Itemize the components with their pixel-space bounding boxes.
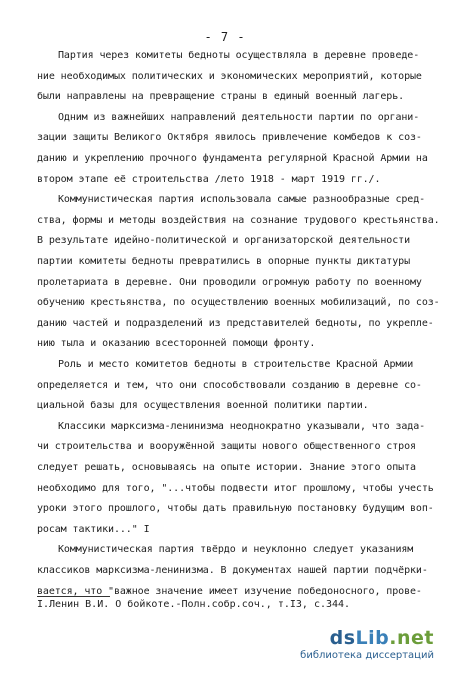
text-line: необходимо для того, "...чтобы подвести итог прошлому, чтобы учесть [37, 482, 434, 494]
text-line: следует решать, основываясь на опыте истории. Знание этого опыта [37, 462, 416, 473]
text-line: ства, формы и методы воздействия на сознание трудового крестьянства. [37, 214, 440, 226]
footnote: I.Ленин В.И. О бойкоте.-Полн.собр.соч., т.I3, с.344. [37, 599, 351, 610]
text-line: ние необходимых политических и экономических мероприятий, которые [37, 70, 422, 82]
text-line: Партия через комитеты бедноты осуществляла в деревне проведе- [58, 50, 420, 61]
text-line: данию и укреплению прочного фундамента регулярной Красной Армии на [37, 153, 428, 164]
text-line: Классики марксизма-ленинизма неоднократно указывали, что зада- [58, 420, 426, 432]
text-line: данию частей и подразделений из представителей бедноты, по укрепле- [37, 317, 434, 329]
text-line: Одним из важнейших направлений деятельности партии по органи- [58, 111, 420, 123]
text-line: пролетариата в деревне. Они проводили огромную работу по военному [37, 276, 422, 288]
text-line: партии комитеты бедноты превратились в опорные пункты диктатуры [37, 256, 410, 267]
text-line: зации защиты Великого Октября явилось привлечение комбедов к соз- [37, 132, 422, 144]
text-line: циальной базы для осуществления военной политики партии. [37, 400, 369, 412]
text-line: определяется и тем, что они способствовали созданию в деревне со- [37, 379, 422, 391]
page-number: - 7 - [204, 30, 246, 44]
text-line: втором этапе её строительства /лето 1918 - март 1919 гг./. [37, 173, 381, 185]
watermark[interactable] [300, 627, 434, 661]
text-line: вается, что "важное значение имеет изучение победоносного, прове- [37, 585, 422, 597]
watermark-logo [300, 627, 434, 649]
watermark-logo-ds: ds [329, 627, 356, 649]
text-line: нию тыла и оказанию всесторонней помощи фронту. [37, 338, 316, 350]
text-line: чи строительства и вооружённой защиты нового общественного строя [37, 441, 416, 453]
text-line: были направлены на превращение страны в единый военный лагерь. [37, 91, 405, 103]
text-line: Коммунистическая партия использовала самые разнообразные сред- [58, 194, 426, 206]
footnote-rule [37, 596, 110, 597]
text-line: Роль и место комитетов бедноты в строительстве Красной Армии [58, 359, 414, 370]
text-line: Коммунистическая партия твёрдо и неуклонно следует указаниям [58, 544, 414, 556]
text-line: обучению крестьянства, по осуществлению военных мобилизаций, по соз- [37, 297, 440, 309]
text-line: росам тактики..." I [37, 523, 150, 535]
watermark-logo-net: .net [389, 627, 434, 649]
text-line: уроки этого прошлого, чтобы дать правильную постановку будущим воп- [37, 503, 434, 515]
text-line: классиков марксизма-ленинизма. В документах нашей партии подчёрки- [37, 565, 428, 576]
watermark-logo-lib: Lib [355, 627, 390, 649]
watermark-tagline: библиотека диссертаций [300, 650, 434, 661]
text-line: В результате идейно-политической и организаторской деятельности [37, 235, 410, 247]
